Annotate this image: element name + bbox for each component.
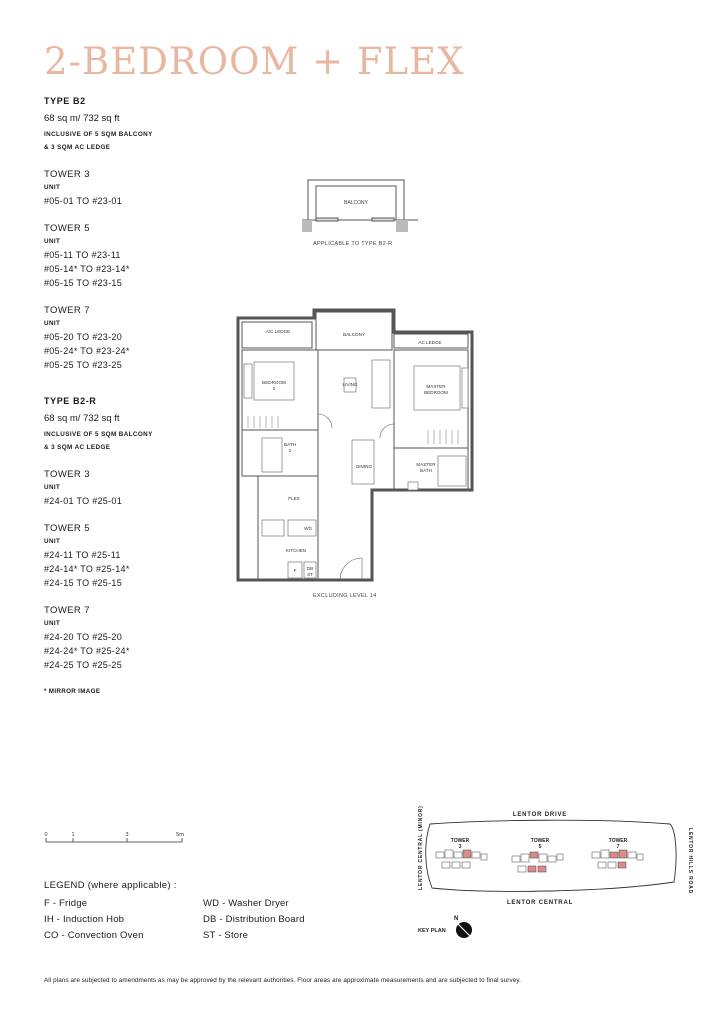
unit-range: #24-20 TO #25-20 — [44, 632, 123, 642]
tower-key-label: TOWER — [530, 838, 550, 844]
type-note: INCLUSIVE OF 5 SQM BALCONY — [44, 131, 153, 138]
room-label: ST — [307, 572, 313, 577]
tower-name: TOWER 7 — [44, 605, 90, 616]
inset-caption: APPLICABLE TO TYPE B2-R — [313, 241, 393, 247]
unit-label: UNIT — [44, 320, 61, 327]
tower-key-label: TOWER — [450, 838, 470, 844]
type-name: TYPE B2 — [44, 96, 86, 106]
legend-item: DB - Distribution Board — [203, 914, 305, 925]
tower-key-label: 3 — [458, 844, 462, 850]
scale-bar — [40, 828, 190, 850]
legend-title: LEGEND (where applicable) : — [44, 880, 177, 891]
unit-range: #05-01 TO #23-01 — [44, 196, 123, 206]
key-plan — [408, 802, 704, 944]
legend-item: IH - Induction Hob — [44, 914, 125, 925]
unit-range: #05-20 TO #23-20 — [44, 332, 123, 342]
room-label: MASTER — [426, 384, 446, 389]
unit-range: #24-25 TO #25-25 — [44, 660, 123, 670]
tower-name: TOWER 7 — [44, 305, 90, 316]
scale-tick: 5m — [176, 832, 184, 838]
room-label: MASTER — [416, 462, 436, 467]
road-label: LENTOR HILLS ROAD — [687, 828, 693, 895]
room-label: BALCONY — [343, 332, 365, 337]
room-label: BEDROOM — [262, 380, 286, 385]
unit-range: #05-25 TO #23-25 — [44, 360, 123, 370]
unit-range: #05-14* TO #23-14* — [44, 264, 130, 274]
unit-range: #24-11 TO #25-11 — [44, 550, 121, 560]
unit-label: UNIT — [44, 184, 61, 191]
road-label: LENTOR DRIVE — [512, 812, 568, 818]
type-name: TYPE B2-R — [44, 396, 97, 406]
unit-range: #24-24* TO #25-24* — [44, 646, 130, 656]
unit-range: #05-11 TO #23-11 — [44, 250, 121, 260]
inset-balcony-label: BALCONY — [344, 200, 368, 206]
tower-name: TOWER 3 — [44, 169, 90, 180]
legend-item: CO - Convection Oven — [44, 930, 144, 941]
legend-item: ST - Store — [203, 930, 249, 941]
room-label: A/C LEDGE — [265, 329, 291, 334]
type-area: 68 sq m/ 732 sq ft — [44, 413, 120, 424]
room-label: BATH — [420, 468, 432, 473]
tower-name: TOWER 5 — [44, 223, 90, 234]
type-note: & 3 SQM AC LEDGE — [44, 144, 111, 151]
road-label: LENTOR CENTRAL (MINOR) — [418, 805, 424, 890]
room-label: BATH — [284, 442, 296, 447]
unit-label: UNIT — [44, 620, 61, 627]
unit-range: #24-15 TO #25-15 — [44, 578, 123, 588]
tower-name: TOWER 3 — [44, 469, 90, 480]
road-label: LENTOR CENTRAL — [506, 900, 574, 906]
unit-label: UNIT — [44, 484, 61, 491]
scale-tick: 1 — [71, 832, 75, 838]
unit-label: UNIT — [44, 538, 61, 545]
room-label: 2 — [272, 386, 276, 391]
room-label: BEDROOM — [424, 390, 448, 395]
legend-item: WD - Washer Dryer — [203, 898, 289, 909]
room-label: WD — [304, 526, 312, 531]
page-title: 2-BEDROOM + FLEX — [44, 40, 465, 83]
key-plan-label: KEY PLAN — [418, 928, 446, 934]
tower-name: TOWER 5 — [44, 523, 90, 534]
type-note: INCLUSIVE OF 5 SQM BALCONY — [44, 431, 153, 438]
tower-key-label: 7 — [616, 844, 620, 850]
scale-tick: 0 — [44, 832, 48, 838]
scale-tick: 3 — [125, 832, 129, 838]
unit-label: UNIT — [44, 238, 61, 245]
room-label: KITCHEN — [285, 548, 307, 553]
room-label: LIVING — [342, 382, 358, 387]
room-label: DINING — [355, 464, 373, 469]
unit-range: #24-01 TO #25-01 — [44, 496, 123, 506]
type-b2r-section — [44, 396, 224, 672]
plan-caption: EXCLUDING LEVEL 14 — [313, 593, 377, 599]
room-label: F — [293, 568, 297, 573]
unit-range: #05-24* TO #23-24* — [44, 346, 130, 356]
room-label: AC LEDGE — [418, 340, 442, 345]
type-note: & 3 SQM AC LEDGE — [44, 444, 111, 451]
unit-range: #24-14* TO #25-14* — [44, 564, 130, 574]
unit-range: #05-15 TO #23-15 — [44, 278, 123, 288]
floor-plan — [234, 306, 480, 588]
tower-key-label: 5 — [538, 844, 542, 850]
legend-item: F - Fridge — [44, 898, 88, 909]
unit-info-column — [44, 96, 224, 695]
room-label: 2 — [288, 448, 292, 453]
disclaimer: All plans are subjected to amendments as may be approved by the relevant authorities. Floor areas are approximate measurements and are subjected to final survey. — [44, 977, 521, 984]
tower-key-label: TOWER — [608, 838, 628, 844]
balcony-inset-plan — [300, 178, 420, 240]
mirror-note: * MIRROR IMAGE — [44, 688, 101, 695]
type-area: 68 sq m/ 732 sq ft — [44, 113, 120, 124]
type-b2-section — [44, 96, 224, 372]
north-label: N — [454, 916, 459, 922]
room-label: FLEX — [288, 496, 300, 501]
room-label: DB — [306, 566, 314, 571]
